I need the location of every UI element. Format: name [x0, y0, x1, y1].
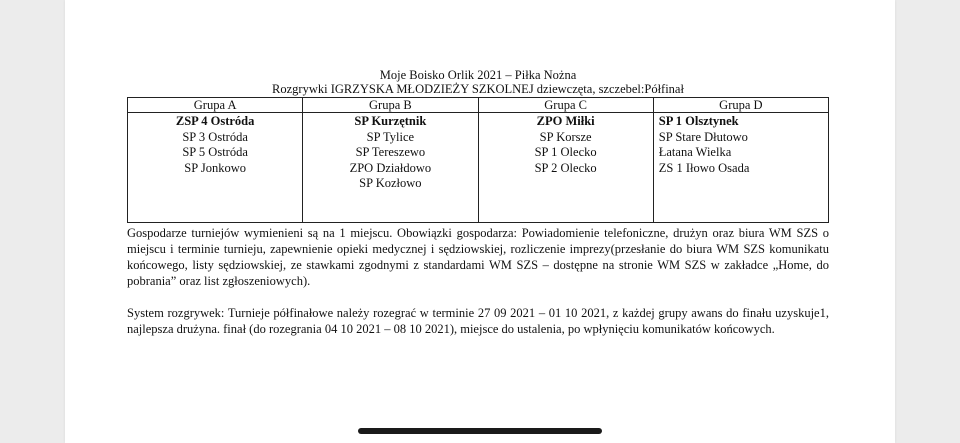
team: SP 3 Ostróda [182, 129, 248, 144]
group-c-teams [478, 113, 653, 223]
group-b-header: Grupa B [303, 98, 478, 113]
group-a-header: Grupa A [128, 98, 303, 113]
group-d-teams [653, 113, 828, 223]
team: Łatana Wielka [658, 145, 732, 159]
team: SP Korsze [539, 129, 592, 144]
group-a-teams [128, 113, 303, 223]
group-c-header: Grupa C [478, 98, 653, 113]
group-b-teams [303, 113, 478, 223]
document-subtitle: Rozgrywki IGRZYSKA MŁODZIEŻY SZKOLNEJ dziewczęta, szczebel:Półfinał [272, 82, 684, 96]
team: SP 1 Olecko [534, 145, 597, 159]
host-duties-paragraph: Gospodarze turniejów wymienieni są na 1 miejscu. Obowiązki gospodarza: Powiadomienie telefoniczne, drużyn oraz biura WM SZS o miejscu i terminie turnieju, zapewnienie opieki medycznej i sędziowskiej, rozliczenie imprezy(przesłanie do biura WM SZS komunikatu końcowego, listy sędziowskiej, ze stawkami zgodnymi z standardami WM SZS – dostępne na stronie WM SZS w zakładce „Home, do pobrania” oraz list zgłoszeniowych). [127, 226, 829, 288]
document-body [127, 68, 829, 337]
team: SP 2 Olecko [534, 160, 597, 175]
host-team: SP Kurzętnik [354, 114, 427, 128]
team: SP Jonkowo [184, 160, 246, 175]
team: SP Kozłowo [359, 176, 422, 190]
home-indicator[interactable] [358, 428, 602, 434]
competition-system-paragraph: System rozgrywek: Turnieje półfinałowe należy rozegrać w terminie 27 09 2021 – 01 10 2021, z każdej grupy awans do finału uzyskuje1, najlepsza drużyna. finał (do rozegrania 04 10 2021 – 08 10 2021), miejsce do ustalenia, po wpłynięciu komunikatów końcowych. [127, 306, 829, 336]
groups-teams-row [128, 113, 829, 223]
team: SP 5 Ostróda [182, 145, 248, 159]
groups-header-row [128, 98, 829, 113]
document-title: Moje Boisko Orlik 2021 – Piłka Nożna [379, 68, 577, 82]
host-team: ZSP 4 Ostróda [175, 114, 255, 128]
team: ZPO Działdowo [349, 160, 432, 175]
team: ZS 1 Iłowo Osada [658, 160, 750, 175]
team: SP Tereszewo [355, 145, 426, 159]
host-team: SP 1 Olsztynek [658, 114, 739, 128]
group-d-header: Grupa D [653, 98, 828, 113]
team: SP Tylice [366, 129, 415, 144]
team: SP Stare Dłutowo [658, 129, 748, 144]
groups-table [127, 97, 829, 223]
document-page [65, 0, 895, 443]
host-team: ZPO Miłki [536, 114, 595, 128]
